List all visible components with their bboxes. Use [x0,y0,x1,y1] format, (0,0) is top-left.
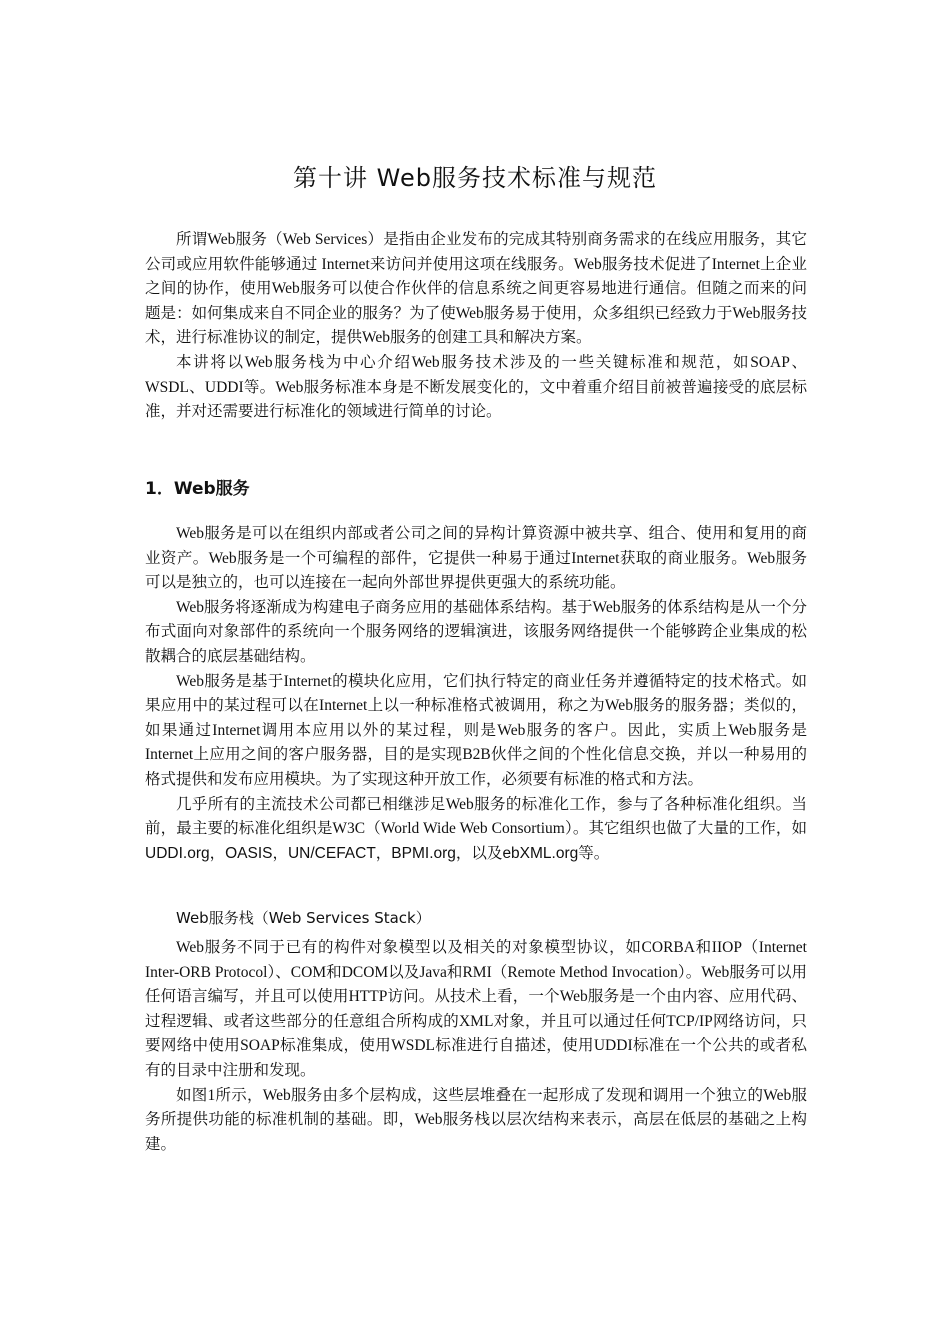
section-1-paragraph-3: Web服务是基于Internet的模块化应用，它们执行特定的商业任务并遵循特定的技术格式。如果应用中的某过程可以在Internet上以一种标准格式被调用，称之为Web服务的服务器；类似的，如果通过Internet调用本应用以外的某过程，则是Web服务的客户。因此，实质上Web服务是Internet上应用之间的客户服务器，目的是实现B2B伙伴之间的个性化信息交换，并以一种易用的格式提供和发布应用模块。为了实现这种开放工作，必须要有标准的格式和方法。 [145,672,807,788]
page-title: 第十讲 Web服务技术标准与规范 [293,164,657,192]
intro-paragraph-1: 所谓Web服务（Web Services）是指由企业发布的完成其特别商务需求的在线应用服务，其它公司或应用软件能够通过 Internet来访问并使用这项在线服务。Web服务技术促进了Internet上企业之间的协作，使用Web服务可以使合作伙伴的信息系统之间更容易地进行通信。但随之而来的问题是：如何集成来自不同企业的服务？为了使Web服务易于使用，众多组织已经致力于Web服务技术，进行标准协议的制定，提供Web服务的创建工具和解决方案。 [145,231,807,347]
section-heading-web-services: 1．Web服务 [145,479,250,499]
intro-paragraph-2: 本讲将以Web服务栈为中心介绍Web服务技术涉及的一些关键标准和规范，如SOAP、WSDL、UDDI等。Web服务标准本身是不断发展变化的，文中着重介绍目前被普遍接受的底层标准，并对还需要进行标准化的领域进行简单的讨论。 [145,353,807,421]
paragraph-4-text: 几乎所有的主流技术公司都已相继涉足Web服务的标准化工作，参与了各种标准化组织。当前，最主要的标准化组织是W3C（World Wide Web Consortium）。其它组织也做了大量的工作，如 [145,795,807,838]
section-1-paragraph-4 [145,793,807,867]
section-1-body [145,522,807,866]
intro-section [145,228,807,425]
stack-paragraph-2: 如图1所示，Web服务由多个层构成，这些层堆叠在一起形成了发现和调用一个独立的Web服务所提供功能的标准机制的基础。即，Web服务栈以层次结构来表示，高层在低层的基础之上构建。 [145,1086,807,1153]
stack-section-body [145,936,807,1157]
subheading-web-services-stack: Web服务栈（Web Services Stack） [176,909,431,927]
organization-ebxml: ebXML.org [502,844,579,862]
paragraph-4-ending: 等。 [578,844,610,862]
organization-list: UDDI.org，OASIS，UN/CEFACT，BPMI.org [145,844,456,862]
section-1-paragraph-2: Web服务将逐渐成为构建电子商务应用的基础体系结构。基于Web服务的体系结构是从一个分布式面向对象部件的系统向一个服务网络的逻辑演进，该服务网络提供一个能够跨企业集成的松散耦合的底层基础结构。 [145,598,807,665]
paragraph-4-connector: ，以及 [455,844,503,862]
section-1-paragraph-1: Web服务是可以在组织内部或者公司之间的异构计算资源中被共享、组合、使用和复用的商业资产。Web服务是一个可编程的部件，它提供一种易于通过Internet获取的商业服务。Web服务可以是独立的，也可以连接在一起向外部世界提供更强大的系统功能。 [145,525,807,592]
stack-paragraph-1: Web服务不同于已有的构件对象模型以及相关的对象模型协议，如CORBA和IIOP（Internet Inter-ORB Protocol）、COM和DCOM以及Java和RMI（Remote Method Invocation）。Web服务可以用任何语言编写，并且可以使用HTTP访问。从技术上看，一个Web服务是一个由内容、应用代码、过程逻辑、或者这些部分的任意组合所构成的XML对象，并且可以通过任何TCP/IP网络访问，只要网络中使用SOAP标准集成，使用WSDL标准进行自描述，使用UDDI标准在一个公共的或者私有的目录中注册和发现。 [145,939,807,1079]
